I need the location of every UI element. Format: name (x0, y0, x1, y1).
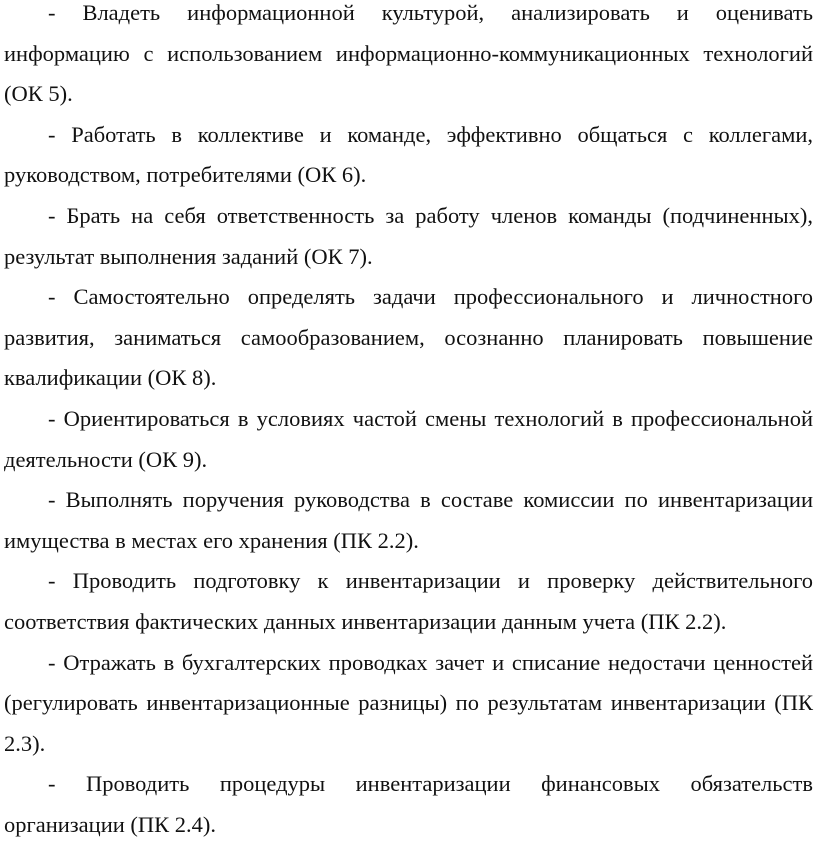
competency-item-pk2-2-a: - Выполнять поручения руководства в составе комиссии по инвентаризации имущества в местах его хранения (ПК 2.2). (4, 487, 813, 553)
competency-item-pk2-3: - Отражать в бухгалтерских проводках зачет и списание недостачи ценностей (регулировать инвентаризационные разницы) по результатам инвентаризации (ПК 2.3). (4, 649, 813, 756)
competency-item-ok9: - Ориентироваться в условиях частой смены технологий в профессиональной деятельности (ОК 9). (4, 405, 813, 472)
competency-item-ok5: - Владеть информационной культурой, анализировать и оценивать информацию с использованием информационно-коммуникационных технологий (ОК 5). (4, 0, 813, 107)
competency-item-ok7: - Брать на себя ответственность за работу членов команды (подчиненных), результат выполнения заданий (ОК 7). (4, 202, 813, 269)
competency-item-pk2-4: - Проводить процедуры инвентаризации финансовых обязательств организации (ПК 2.4). (4, 771, 813, 837)
competency-item-ok6: - Работать в коллективе и команде, эффективно общаться с коллегами, руководством, потребителями (ОК 6). (4, 121, 813, 188)
competency-item-pk2-2-b: - Проводить подготовку к инвентаризации и проверку действительного соответствия фактических данных инвентаризации данным учета (ПК 2.2). (4, 568, 813, 634)
competency-item-ok8: - Самостоятельно определять задачи профессионального и личностного развития, заниматься самообразованием, осознанно планировать повышение квалификации (ОК 8). (4, 284, 813, 391)
